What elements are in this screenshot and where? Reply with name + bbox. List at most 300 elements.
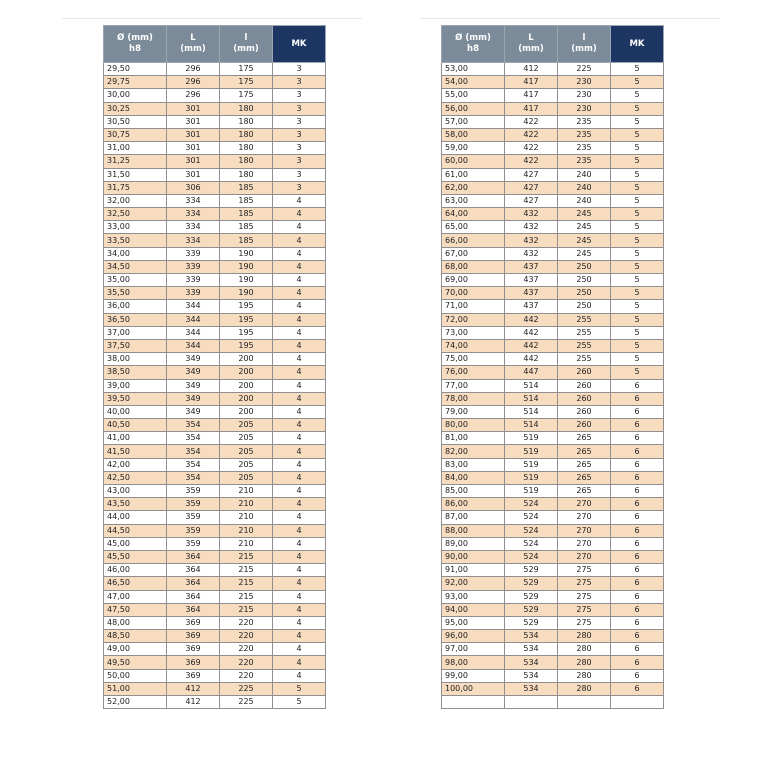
cell-total-length: 296	[167, 63, 220, 76]
cell-diameter: 32,00	[104, 194, 167, 207]
cell-diameter: 97,00	[442, 643, 505, 656]
cell-diameter: 76,00	[442, 366, 505, 379]
cell-mk: 5	[611, 247, 664, 260]
table-row	[104, 234, 326, 247]
cell-mk: 5	[611, 181, 664, 194]
table-row	[442, 208, 664, 221]
cell-flute-length: 185	[220, 221, 273, 234]
cell-flute-length: 255	[558, 339, 611, 352]
cell-flute-length: 200	[220, 353, 273, 366]
cell-mk: 6	[611, 471, 664, 484]
cell-mk	[611, 696, 664, 709]
cell-mk: 6	[611, 682, 664, 695]
cell-flute-length: 230	[558, 76, 611, 89]
cell-diameter: 75,00	[442, 353, 505, 366]
cell-flute-length: 225	[558, 63, 611, 76]
cell-flute-length: 235	[558, 115, 611, 128]
cell-total-length: 369	[167, 630, 220, 643]
cell-total-length: 301	[167, 128, 220, 141]
table-row	[104, 603, 326, 616]
table-row	[104, 511, 326, 524]
cell-mk: 4	[273, 669, 326, 682]
cell-mk: 3	[273, 89, 326, 102]
spec-table-right	[441, 25, 664, 709]
cell-diameter: 31,00	[104, 142, 167, 155]
cell-flute-length: 275	[558, 577, 611, 590]
cell-total-length: 334	[167, 208, 220, 221]
cell-flute-length: 205	[220, 471, 273, 484]
cell-flute-length: 280	[558, 669, 611, 682]
cell-diameter: 65,00	[442, 221, 505, 234]
cell-total-length: 344	[167, 313, 220, 326]
cell-flute-length: 245	[558, 221, 611, 234]
cell-diameter: 33,00	[104, 221, 167, 234]
cell-diameter: 47,00	[104, 590, 167, 603]
cell-diameter: 38,50	[104, 366, 167, 379]
cell-mk: 5	[611, 313, 664, 326]
cell-mk: 4	[273, 300, 326, 313]
table-body-left	[104, 63, 326, 709]
cell-mk: 3	[273, 155, 326, 168]
table-row	[104, 616, 326, 629]
cell-total-length: 339	[167, 247, 220, 260]
cell-diameter: 54,00	[442, 76, 505, 89]
cell-flute-length: 250	[558, 300, 611, 313]
cell-flute-length: 210	[220, 498, 273, 511]
cell-mk: 4	[273, 287, 326, 300]
cell-mk: 6	[611, 432, 664, 445]
table-row	[104, 590, 326, 603]
table-row	[104, 485, 326, 498]
cell-total-length: 519	[505, 471, 558, 484]
cell-total-length: 524	[505, 498, 558, 511]
cell-mk: 6	[611, 550, 664, 563]
table-row	[442, 550, 664, 563]
table-row	[104, 300, 326, 313]
cell-flute-length: 250	[558, 287, 611, 300]
header-flute-length	[558, 26, 611, 63]
cell-diameter: 67,00	[442, 247, 505, 260]
cell-diameter: 33,50	[104, 234, 167, 247]
cell-diameter: 79,00	[442, 405, 505, 418]
cell-flute-length: 280	[558, 656, 611, 669]
table-row	[104, 445, 326, 458]
cell-flute-length: 255	[558, 353, 611, 366]
cell-diameter: 43,50	[104, 498, 167, 511]
cell-mk: 5	[611, 353, 664, 366]
cell-diameter: 81,00	[442, 432, 505, 445]
header-flute-length-unit: (mm)	[571, 44, 597, 54]
table-row	[442, 313, 664, 326]
header-diameter-label: Ø (mm)	[455, 33, 491, 43]
cell-total-length: 364	[167, 603, 220, 616]
cell-diameter: 45,00	[104, 537, 167, 550]
cell-total-length: 364	[167, 590, 220, 603]
header-total-length	[167, 26, 220, 63]
cell-flute-length: 175	[220, 76, 273, 89]
header-diameter-tolerance: h8	[467, 44, 479, 54]
cell-mk: 6	[611, 643, 664, 656]
cell-diameter: 52,00	[104, 696, 167, 709]
table-row	[442, 76, 664, 89]
cell-total-length: 412	[167, 696, 220, 709]
cell-diameter: 39,00	[104, 379, 167, 392]
cell-flute-length: 280	[558, 630, 611, 643]
cell-mk: 6	[611, 537, 664, 550]
table-row	[442, 564, 664, 577]
table-row	[442, 89, 664, 102]
cell-mk: 4	[273, 485, 326, 498]
table-row	[104, 458, 326, 471]
cell-mk: 5	[611, 115, 664, 128]
cell-diameter: 77,00	[442, 379, 505, 392]
cell-total-length: 349	[167, 392, 220, 405]
cell-flute-length: 180	[220, 128, 273, 141]
header-total-length-label: L	[528, 33, 534, 43]
cell-total-length: 514	[505, 392, 558, 405]
cell-diameter: 29,75	[104, 76, 167, 89]
cell-diameter: 60,00	[442, 155, 505, 168]
header-row	[442, 26, 664, 63]
cell-flute-length: 275	[558, 616, 611, 629]
cell-flute-length: 245	[558, 234, 611, 247]
table-row	[442, 577, 664, 590]
cell-mk: 4	[273, 432, 326, 445]
cell-total-length: 432	[505, 221, 558, 234]
cell-diameter: 74,00	[442, 339, 505, 352]
cell-total-length: 534	[505, 643, 558, 656]
header-flute-length	[220, 26, 273, 63]
cell-mk: 4	[273, 656, 326, 669]
cell-total-length: 334	[167, 221, 220, 234]
table-row	[442, 168, 664, 181]
cell-mk: 5	[611, 128, 664, 141]
cell-flute-length: 260	[558, 379, 611, 392]
cell-total-length: 334	[167, 194, 220, 207]
cell-total-length: 339	[167, 287, 220, 300]
cell-flute-length: 200	[220, 405, 273, 418]
cell-total-length: 519	[505, 485, 558, 498]
cell-flute-length: 175	[220, 63, 273, 76]
cell-diameter: 44,50	[104, 524, 167, 537]
cell-mk: 3	[273, 63, 326, 76]
cell-flute-length: 190	[220, 260, 273, 273]
cell-mk: 4	[273, 564, 326, 577]
cell-flute-length: 260	[558, 419, 611, 432]
table-row	[442, 194, 664, 207]
header-mk	[273, 26, 326, 63]
cell-flute-length: 275	[558, 590, 611, 603]
cell-diameter: 93,00	[442, 590, 505, 603]
table-row	[442, 656, 664, 669]
table-row	[104, 168, 326, 181]
cell-flute-length: 175	[220, 89, 273, 102]
cell-flute-length: 245	[558, 208, 611, 221]
cell-diameter: 31,50	[104, 168, 167, 181]
cell-total-length: 412	[505, 63, 558, 76]
cell-mk: 4	[273, 603, 326, 616]
cell-flute-length: 225	[220, 696, 273, 709]
cell-diameter: 49,50	[104, 656, 167, 669]
cell-diameter: 37,50	[104, 339, 167, 352]
cell-total-length: 432	[505, 247, 558, 260]
cell-flute-length: 200	[220, 392, 273, 405]
cell-flute-length: 195	[220, 339, 273, 352]
cell-total-length: 442	[505, 313, 558, 326]
cell-mk: 6	[611, 564, 664, 577]
cell-total-length: 529	[505, 603, 558, 616]
table-row	[442, 63, 664, 76]
cell-diameter: 30,50	[104, 115, 167, 128]
cell-total-length: 437	[505, 260, 558, 273]
cell-flute-length: 255	[558, 313, 611, 326]
cell-flute-length: 220	[220, 616, 273, 629]
cell-mk: 5	[611, 208, 664, 221]
header-diameter-label: Ø (mm)	[117, 33, 153, 43]
cell-total-length: 524	[505, 537, 558, 550]
cell-diameter: 38,00	[104, 353, 167, 366]
cell-mk: 4	[273, 221, 326, 234]
cell-flute-length: 235	[558, 128, 611, 141]
cell-flute-length: 190	[220, 287, 273, 300]
cell-mk: 4	[273, 537, 326, 550]
cell-total-length: 306	[167, 181, 220, 194]
cell-total-length: 334	[167, 234, 220, 247]
cell-mk: 4	[273, 630, 326, 643]
cell-total-length: 519	[505, 432, 558, 445]
header-flute-length-label: l	[244, 33, 248, 43]
table-row	[104, 274, 326, 287]
cell-mk: 4	[273, 326, 326, 339]
cell-total-length: 369	[167, 643, 220, 656]
cell-mk: 4	[273, 445, 326, 458]
cell-mk: 6	[611, 669, 664, 682]
cell-total-length: 359	[167, 485, 220, 498]
cell-flute-length: 260	[558, 366, 611, 379]
cell-flute-length: 230	[558, 102, 611, 115]
cell-total-length: 534	[505, 682, 558, 695]
cell-flute-length: 210	[220, 485, 273, 498]
cell-diameter: 69,00	[442, 274, 505, 287]
cell-total-length: 524	[505, 511, 558, 524]
cell-flute-length: 270	[558, 537, 611, 550]
cell-diameter: 32,50	[104, 208, 167, 221]
cell-diameter: 53,00	[442, 63, 505, 76]
cell-mk: 4	[273, 234, 326, 247]
cell-total-length: 417	[505, 102, 558, 115]
cell-total-length: 524	[505, 550, 558, 563]
table-row	[104, 537, 326, 550]
cell-diameter: 48,50	[104, 630, 167, 643]
cell-mk: 6	[611, 616, 664, 629]
table-row	[104, 669, 326, 682]
cell-diameter: 57,00	[442, 115, 505, 128]
table-row	[104, 366, 326, 379]
table-row	[104, 76, 326, 89]
table-row	[442, 339, 664, 352]
table-row	[442, 445, 664, 458]
cell-flute-length: 195	[220, 300, 273, 313]
cell-total-length: 349	[167, 366, 220, 379]
table-row	[104, 313, 326, 326]
cell-flute-length: 215	[220, 590, 273, 603]
cell-total-length: 301	[167, 115, 220, 128]
cell-flute-length: 225	[220, 682, 273, 695]
cell-diameter: 41,50	[104, 445, 167, 458]
cell-mk: 6	[611, 485, 664, 498]
cell-total-length: 534	[505, 656, 558, 669]
cell-total-length: 442	[505, 326, 558, 339]
table-row	[442, 221, 664, 234]
cell-total-length: 519	[505, 445, 558, 458]
cell-flute-length: 230	[558, 89, 611, 102]
cell-flute-length: 200	[220, 379, 273, 392]
cell-diameter: 70,00	[442, 287, 505, 300]
cell-flute-length: 185	[220, 208, 273, 221]
cell-mk: 5	[611, 142, 664, 155]
table-row	[442, 669, 664, 682]
cell-diameter: 40,50	[104, 419, 167, 432]
cell-diameter: 59,00	[442, 142, 505, 155]
cell-total-length: 529	[505, 577, 558, 590]
cell-total-length: 422	[505, 115, 558, 128]
cell-total-length: 301	[167, 102, 220, 115]
cell-mk: 4	[273, 353, 326, 366]
cell-diameter: 87,00	[442, 511, 505, 524]
cell-flute-length: 215	[220, 564, 273, 577]
cell-total-length: 519	[505, 458, 558, 471]
cell-total-length: 301	[167, 168, 220, 181]
cell-total-length: 432	[505, 234, 558, 247]
cell-total-length: 349	[167, 353, 220, 366]
cell-mk: 4	[273, 550, 326, 563]
cell-mk: 4	[273, 498, 326, 511]
cell-total-length: 417	[505, 89, 558, 102]
cell-diameter: 88,00	[442, 524, 505, 537]
table-row	[442, 485, 664, 498]
cell-diameter: 83,00	[442, 458, 505, 471]
cell-flute-length: 195	[220, 313, 273, 326]
cell-mk: 4	[273, 419, 326, 432]
cell-mk: 4	[273, 511, 326, 524]
header-flute-length-unit: (mm)	[233, 44, 259, 54]
table-row	[442, 326, 664, 339]
cell-mk: 4	[273, 524, 326, 537]
cell-flute-length: 185	[220, 181, 273, 194]
cell-mk: 4	[273, 405, 326, 418]
cell-total-length: 301	[167, 142, 220, 155]
cell-flute-length: 205	[220, 445, 273, 458]
cell-diameter: 58,00	[442, 128, 505, 141]
cell-mk: 3	[273, 115, 326, 128]
cell-flute-length: 190	[220, 247, 273, 260]
cell-flute-length: 180	[220, 155, 273, 168]
cell-total-length: 514	[505, 419, 558, 432]
cell-mk: 3	[273, 142, 326, 155]
table-row	[104, 471, 326, 484]
cell-mk: 4	[273, 194, 326, 207]
cell-total-length: 349	[167, 379, 220, 392]
cell-total-length: 354	[167, 419, 220, 432]
spec-table-left	[103, 25, 326, 709]
table-row	[442, 603, 664, 616]
cell-flute-length: 205	[220, 419, 273, 432]
cell-diameter: 68,00	[442, 260, 505, 273]
cell-total-length: 354	[167, 471, 220, 484]
cell-flute-length: 180	[220, 102, 273, 115]
cell-total-length: 344	[167, 300, 220, 313]
cell-mk: 3	[273, 168, 326, 181]
cell-mk: 5	[611, 194, 664, 207]
divider-line	[420, 18, 720, 19]
cell-total-length	[505, 696, 558, 709]
cell-mk: 5	[611, 300, 664, 313]
cell-diameter: 44,00	[104, 511, 167, 524]
cell-mk: 6	[611, 458, 664, 471]
cell-total-length: 364	[167, 550, 220, 563]
cell-mk: 6	[611, 405, 664, 418]
cell-total-length: 524	[505, 524, 558, 537]
cell-total-length: 296	[167, 76, 220, 89]
cell-flute-length: 180	[220, 115, 273, 128]
cell-diameter: 30,00	[104, 89, 167, 102]
cell-flute-length: 240	[558, 181, 611, 194]
cell-flute-length: 215	[220, 550, 273, 563]
cell-total-length: 369	[167, 656, 220, 669]
table-row	[442, 432, 664, 445]
cell-flute-length: 205	[220, 432, 273, 445]
cell-total-length: 359	[167, 524, 220, 537]
cell-diameter: 45,50	[104, 550, 167, 563]
table-row	[104, 353, 326, 366]
cell-mk: 5	[611, 274, 664, 287]
cell-diameter: 30,75	[104, 128, 167, 141]
cell-diameter: 47,50	[104, 603, 167, 616]
cell-mk: 4	[273, 247, 326, 260]
cell-mk: 4	[273, 313, 326, 326]
cell-diameter: 36,00	[104, 300, 167, 313]
cell-diameter: 37,00	[104, 326, 167, 339]
cell-mk: 6	[611, 524, 664, 537]
cell-diameter: 39,50	[104, 392, 167, 405]
cell-flute-length: 220	[220, 669, 273, 682]
cell-total-length: 364	[167, 564, 220, 577]
cell-mk: 4	[273, 458, 326, 471]
table-row	[442, 458, 664, 471]
cell-total-length: 354	[167, 458, 220, 471]
cell-flute-length: 260	[558, 392, 611, 405]
cell-diameter: 40,00	[104, 405, 167, 418]
cell-mk: 4	[273, 392, 326, 405]
table-row	[104, 432, 326, 445]
table-row	[442, 511, 664, 524]
cell-total-length: 534	[505, 630, 558, 643]
table-body-right	[442, 63, 664, 709]
cell-flute-length: 280	[558, 643, 611, 656]
table-row	[442, 696, 664, 709]
table-row	[104, 564, 326, 577]
cell-flute-length: 255	[558, 326, 611, 339]
table-row	[442, 300, 664, 313]
table-row	[104, 260, 326, 273]
table-row	[442, 643, 664, 656]
cell-mk: 6	[611, 445, 664, 458]
cell-total-length: 514	[505, 379, 558, 392]
cell-flute-length: 215	[220, 577, 273, 590]
cell-mk: 5	[611, 287, 664, 300]
table-row	[442, 353, 664, 366]
cell-diameter: 46,00	[104, 564, 167, 577]
